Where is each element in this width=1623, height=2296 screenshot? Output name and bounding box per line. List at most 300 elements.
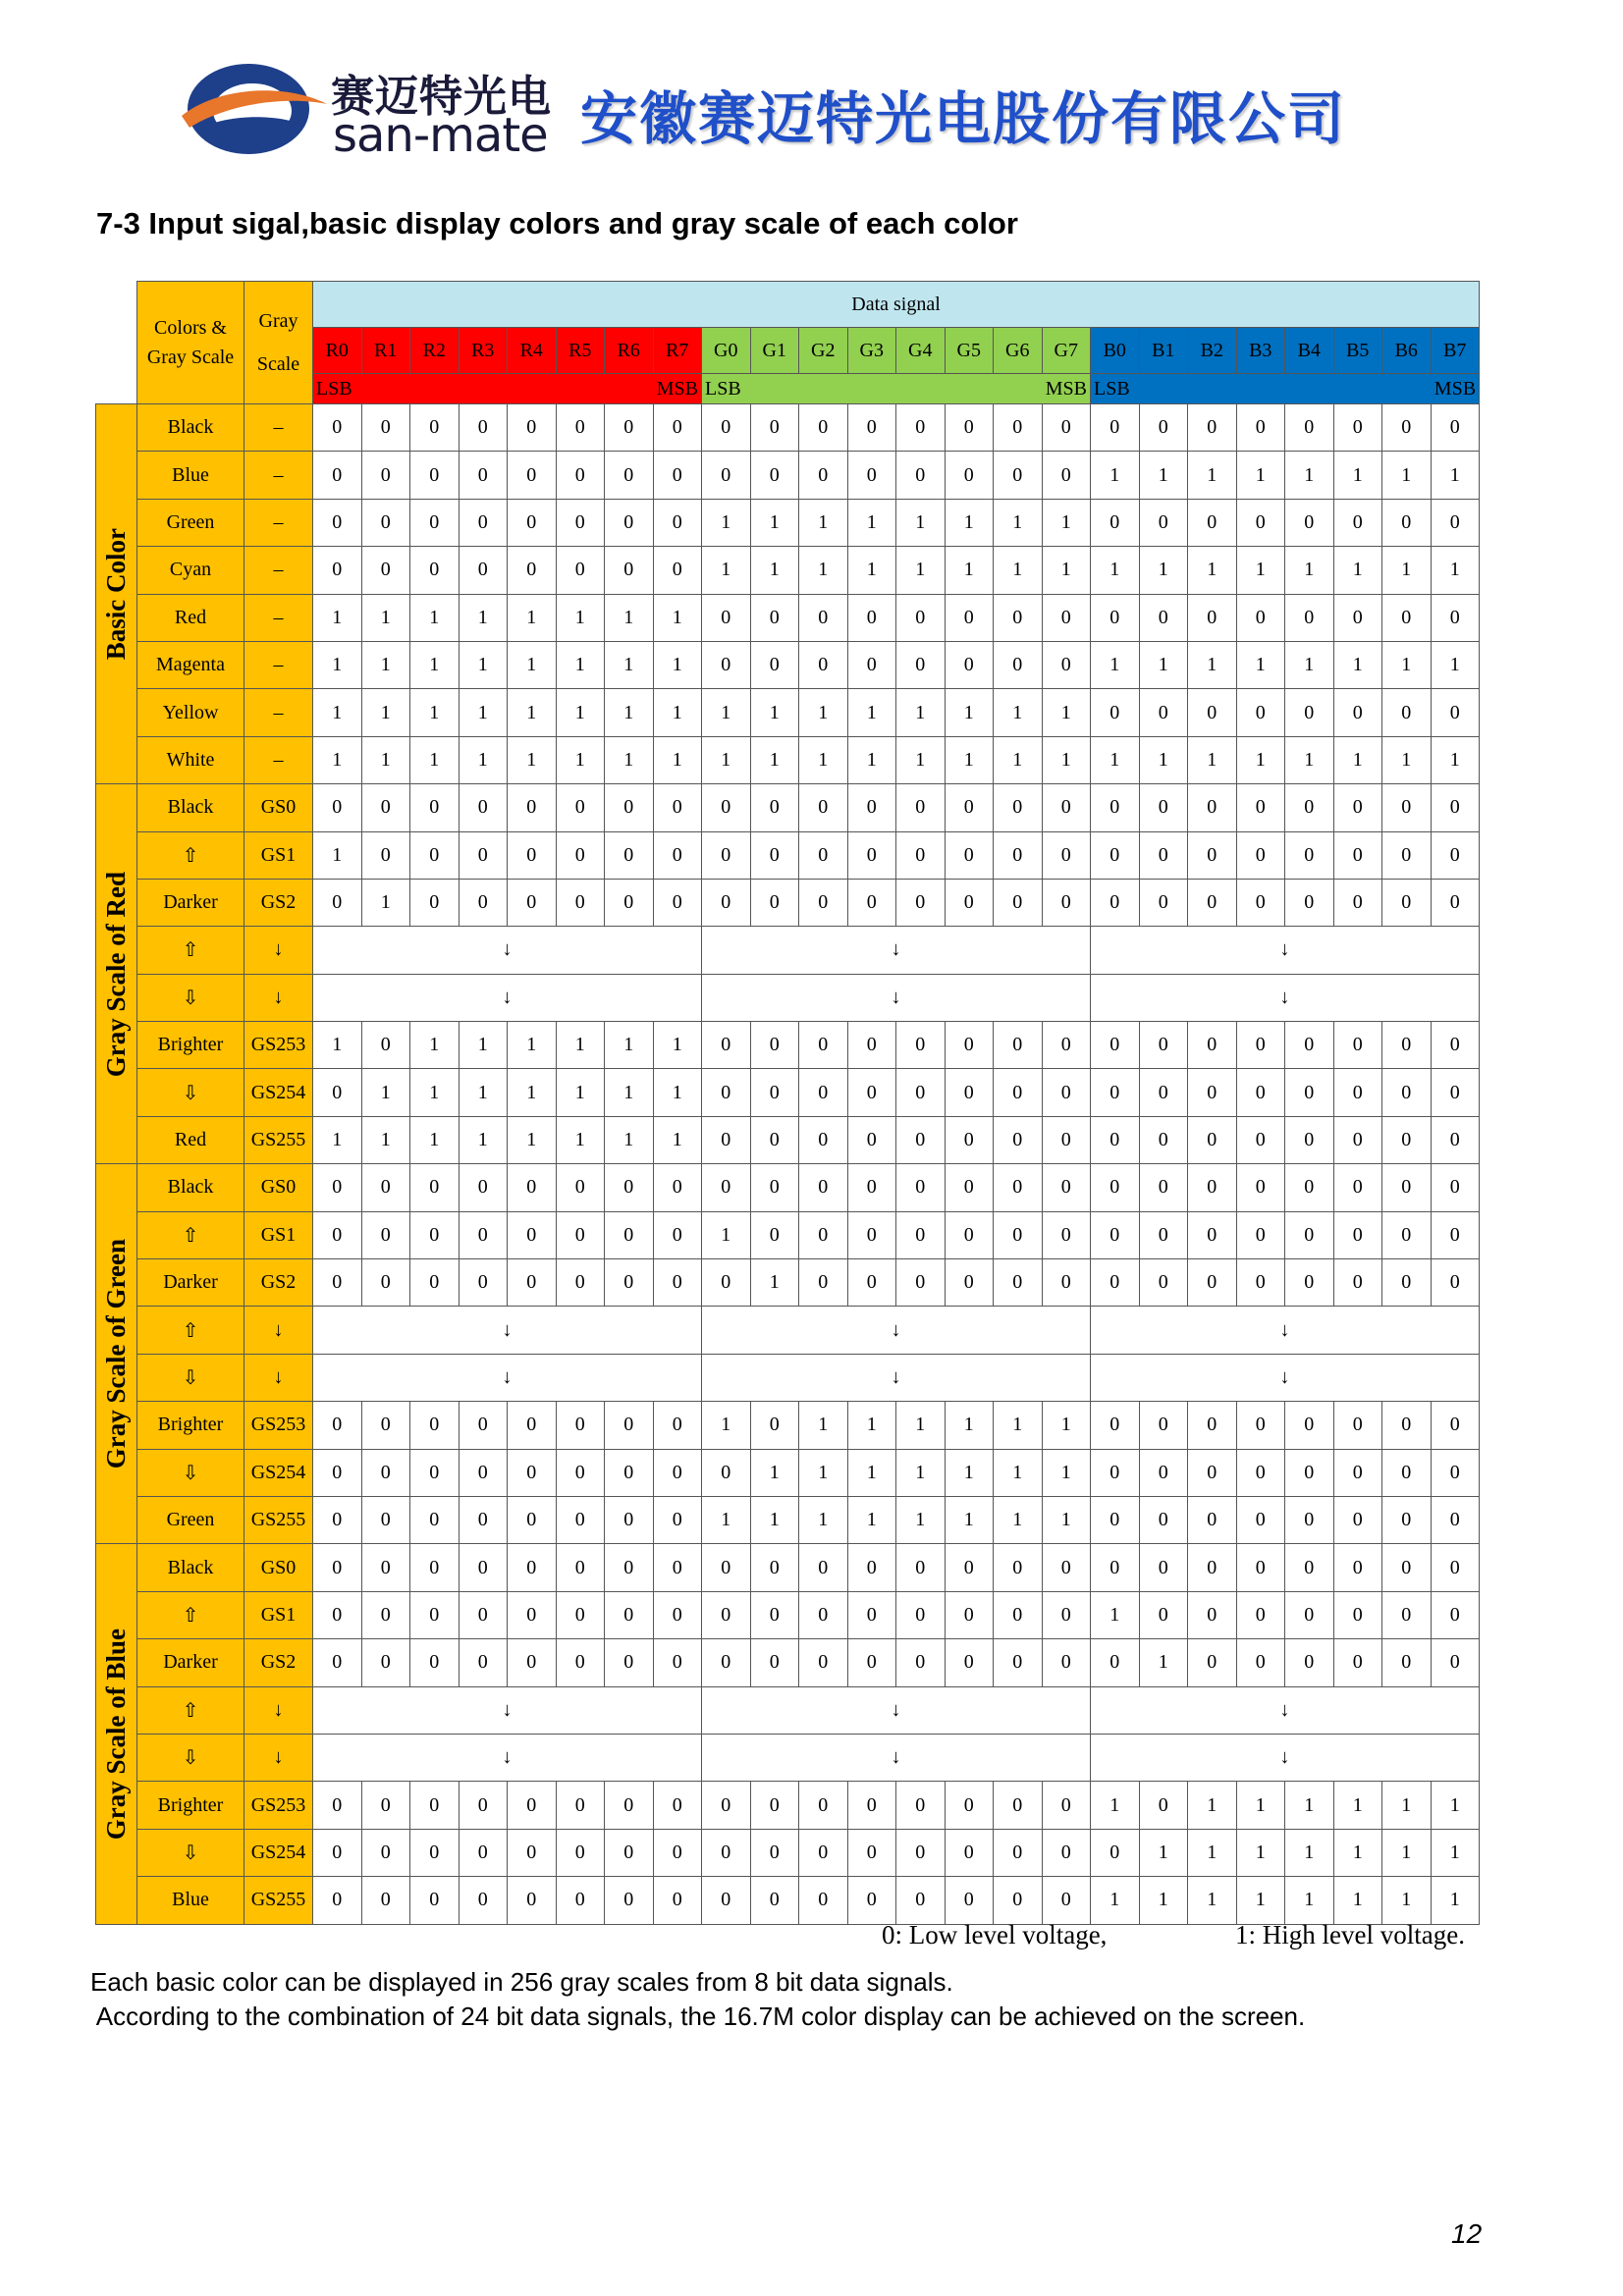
bit-value-cell: 0 [361, 1591, 410, 1638]
bit-value-cell: 1 [361, 1069, 410, 1116]
bit-value-cell: 1 [605, 1069, 654, 1116]
bit-value-cell: 0 [605, 1496, 654, 1543]
bit-value-cell: 1 [556, 689, 605, 736]
bit-value-cell: 0 [653, 1259, 702, 1307]
bit-value-cell: 0 [1188, 594, 1237, 641]
bit-value-cell: 0 [1091, 404, 1140, 452]
table-row [96, 1307, 1480, 1354]
bit-label-g3: G3 [847, 328, 896, 374]
bit-value-cell: 0 [361, 784, 410, 831]
bit-value-cell: 1 [1091, 1877, 1140, 1924]
bit-value-cell: 1 [945, 1496, 994, 1543]
table-row [96, 831, 1480, 879]
legend-low: 0: Low level voltage, [882, 1920, 1108, 1949]
table-row [96, 1022, 1480, 1069]
bit-value-cell: 0 [556, 1164, 605, 1211]
gray-scale-value: – [244, 594, 313, 641]
data-signal-header: Data signal [313, 282, 1480, 328]
bit-value-cell: 0 [945, 1069, 994, 1116]
bit-value-cell: 0 [1188, 879, 1237, 926]
bit-value-cell: 0 [459, 547, 508, 594]
bit-value-cell: 1 [1382, 1829, 1432, 1876]
bit-value-cell: 0 [1382, 1639, 1432, 1686]
bit-value-cell: 0 [1188, 1116, 1237, 1163]
bit-value-cell: 0 [1091, 594, 1140, 641]
bit-value-cell: 0 [410, 1496, 460, 1543]
bit-value-cell: 0 [994, 1116, 1043, 1163]
bit-value-cell: 1 [459, 736, 508, 783]
bit-value-cell: 0 [653, 1829, 702, 1876]
bit-value-cell: 1 [653, 641, 702, 688]
bit-value-cell: 0 [1042, 1591, 1091, 1638]
bit-value-cell: 0 [653, 831, 702, 879]
bit-value-cell: 1 [702, 1211, 751, 1258]
bit-value-cell: 0 [945, 404, 994, 452]
bit-value-cell: 0 [702, 404, 751, 452]
bit-value-cell: 1 [1431, 1782, 1480, 1829]
bit-value-cell: 0 [508, 784, 557, 831]
gray-scale-value: – [244, 736, 313, 783]
bit-value-cell: 0 [945, 1116, 994, 1163]
bit-value-cell: 0 [750, 404, 799, 452]
bit-value-cell: 0 [847, 784, 896, 831]
bit-value-cell: 1 [1188, 1782, 1237, 1829]
bit-value-cell: 1 [361, 641, 410, 688]
bit-value-cell: 1 [702, 1496, 751, 1543]
bit-value-cell: 1 [1431, 736, 1480, 783]
bit-value-cell: 0 [994, 1877, 1043, 1924]
bit-value-cell: 0 [1333, 1402, 1382, 1449]
bit-value-cell: 0 [508, 452, 557, 499]
bit-value-cell: 0 [945, 641, 994, 688]
row-label: Darker [137, 1259, 244, 1307]
bit-value-cell: 0 [994, 404, 1043, 452]
bit-value-cell: 0 [313, 1591, 362, 1638]
bit-value-cell: 1 [994, 499, 1043, 546]
bit-value-cell: 0 [1285, 1544, 1334, 1591]
bit-value-cell: 0 [508, 1211, 557, 1258]
bit-value-cell: 1 [1333, 452, 1382, 499]
bit-value-cell: 1 [410, 641, 460, 688]
bit-value-cell: 0 [556, 1829, 605, 1876]
bit-value-cell: 1 [556, 1022, 605, 1069]
bit-value-cell: 0 [847, 1877, 896, 1924]
bit-value-cell: 1 [994, 1496, 1043, 1543]
bit-value-cell: 0 [410, 1639, 460, 1686]
bit-value-cell: 0 [1285, 1116, 1334, 1163]
bit-value-cell: 0 [1382, 831, 1432, 879]
bit-value-cell: 0 [1139, 689, 1188, 736]
bit-value-cell: 0 [1236, 1639, 1285, 1686]
bit-value-cell: 0 [1042, 1829, 1091, 1876]
bit-value-cell: 1 [313, 831, 362, 879]
bit-value-cell: 0 [313, 547, 362, 594]
bit-value-cell: 0 [556, 1449, 605, 1496]
bit-value-cell: 0 [605, 1877, 654, 1924]
bit-value-cell: 1 [508, 641, 557, 688]
bit-value-cell: 0 [1139, 1402, 1188, 1449]
bit-value-cell: 1 [1236, 736, 1285, 783]
bit-value-cell: 0 [702, 1782, 751, 1829]
bit-value-cell: 0 [1333, 689, 1382, 736]
bit-value-cell: 0 [994, 879, 1043, 926]
bit-value-cell: 0 [702, 1164, 751, 1211]
bit-value-cell: 0 [459, 1877, 508, 1924]
bit-value-cell: 0 [847, 1782, 896, 1829]
bit-value-cell: 0 [1042, 1544, 1091, 1591]
bit-value-cell: 0 [750, 1402, 799, 1449]
bit-value-cell: 1 [508, 689, 557, 736]
msb-label: MSB [656, 378, 698, 400]
bit-value-cell: 0 [799, 1116, 848, 1163]
continuation-arrow: ↓ [702, 927, 1091, 974]
bit-value-cell: 0 [1285, 1164, 1334, 1211]
bit-value-cell: 0 [896, 1829, 946, 1876]
bit-value-cell: 0 [313, 1259, 362, 1307]
row-label: ⇩ [137, 1449, 244, 1496]
table-row [96, 974, 1480, 1021]
bit-value-cell: 0 [896, 1164, 946, 1211]
bit-value-cell: 0 [1382, 784, 1432, 831]
bit-value-cell: 0 [1333, 1116, 1382, 1163]
bit-value-cell: 0 [799, 594, 848, 641]
bit-value-cell: 0 [896, 1591, 946, 1638]
bit-value-cell: 1 [896, 689, 946, 736]
bit-value-cell: 0 [702, 1116, 751, 1163]
bit-value-cell: 1 [556, 1116, 605, 1163]
bit-value-cell: 0 [1139, 1591, 1188, 1638]
bit-value-cell: 0 [799, 1259, 848, 1307]
note-line-1: Each basic color can be displayed in 256 gray scales from 8 bit data signals. [90, 1967, 953, 1997]
bit-value-cell: 0 [799, 1211, 848, 1258]
bit-value-cell: 0 [653, 1544, 702, 1591]
green-lsb-msb-cell [702, 374, 1091, 404]
bit-value-cell: 1 [1188, 1829, 1237, 1876]
bit-value-cell: 0 [750, 784, 799, 831]
bit-value-cell: 0 [508, 879, 557, 926]
table-row [96, 689, 1480, 736]
continuation-arrow: ↓ [1091, 1734, 1480, 1781]
bit-value-cell: 1 [1431, 641, 1480, 688]
bit-value-cell: 1 [896, 499, 946, 546]
bit-value-cell: 0 [1091, 1211, 1140, 1258]
bit-value-cell: 0 [1042, 784, 1091, 831]
bit-value-cell: 0 [605, 1639, 654, 1686]
bit-value-cell: 0 [313, 879, 362, 926]
bit-value-cell: 0 [1139, 1782, 1188, 1829]
bit-value-cell: 1 [1139, 547, 1188, 594]
bit-value-cell: 0 [896, 404, 946, 452]
bit-value-cell: 0 [1188, 1259, 1237, 1307]
bit-value-cell: 0 [1236, 1164, 1285, 1211]
bit-value-cell: 0 [653, 404, 702, 452]
bit-value-cell: 0 [1285, 1591, 1334, 1638]
bit-value-cell: 0 [1042, 404, 1091, 452]
bit-value-cell: 0 [1285, 879, 1334, 926]
bit-value-cell: 0 [556, 1544, 605, 1591]
bit-label-b7: B7 [1431, 328, 1480, 374]
bit-value-cell: 0 [799, 1639, 848, 1686]
bit-value-cell: 1 [410, 736, 460, 783]
bit-value-cell: 0 [750, 879, 799, 926]
bit-value-cell: 1 [994, 689, 1043, 736]
table-row [96, 452, 1480, 499]
table-row [96, 879, 1480, 926]
bit-value-cell: 0 [994, 1829, 1043, 1876]
bit-value-cell: 1 [702, 736, 751, 783]
gray-scale-value: GS255 [244, 1496, 313, 1543]
bit-value-cell: 0 [1236, 404, 1285, 452]
row-label: Red [137, 1116, 244, 1163]
continuation-arrow: ↓ [702, 1686, 1091, 1734]
bit-value-cell: 1 [1042, 736, 1091, 783]
bit-value-cell: 0 [361, 499, 410, 546]
bit-value-cell: 0 [750, 594, 799, 641]
table-row [96, 547, 1480, 594]
bit-value-cell: 0 [702, 1591, 751, 1638]
bit-value-cell: 1 [1382, 452, 1432, 499]
bit-value-cell: 0 [1236, 1591, 1285, 1638]
bit-value-cell: 1 [945, 1449, 994, 1496]
bit-value-cell: 0 [896, 1022, 946, 1069]
bit-label-r2: R2 [410, 328, 460, 374]
bit-value-cell: 0 [556, 1211, 605, 1258]
bit-value-cell: 1 [605, 736, 654, 783]
bit-value-cell: 0 [410, 1259, 460, 1307]
bit-value-cell: 0 [1188, 1591, 1237, 1638]
gray-scale-value: GS0 [244, 784, 313, 831]
table-row [96, 1211, 1480, 1258]
bit-value-cell: 0 [1382, 1449, 1432, 1496]
bit-value-cell: 0 [1042, 641, 1091, 688]
bit-value-cell: 1 [1382, 641, 1432, 688]
bit-value-cell: 1 [1431, 1829, 1480, 1876]
bit-value-cell: 1 [799, 1496, 848, 1543]
bit-value-cell: 0 [556, 547, 605, 594]
bit-value-cell: 0 [1285, 1022, 1334, 1069]
bit-value-cell: 1 [945, 547, 994, 594]
bit-value-cell: 0 [847, 641, 896, 688]
bit-value-cell: 1 [847, 736, 896, 783]
bit-value-cell: 0 [1382, 879, 1432, 926]
bit-value-cell: 0 [313, 1782, 362, 1829]
bit-value-cell: 1 [896, 547, 946, 594]
bit-value-cell: 0 [508, 1402, 557, 1449]
bit-value-cell: 0 [361, 547, 410, 594]
bit-value-cell: 0 [1139, 1116, 1188, 1163]
bit-value-cell: 1 [847, 499, 896, 546]
bit-label-b5: B5 [1333, 328, 1382, 374]
bit-value-cell: 0 [702, 1449, 751, 1496]
bit-value-cell: 0 [459, 1496, 508, 1543]
bit-value-cell: 0 [1139, 404, 1188, 452]
row-label: Black [137, 404, 244, 452]
bit-value-cell: 0 [945, 1544, 994, 1591]
continuation-arrow: ↓ [702, 1734, 1091, 1781]
bit-value-cell: 0 [1382, 1116, 1432, 1163]
bit-value-cell: 0 [1285, 1402, 1334, 1449]
bit-value-cell: 0 [313, 1211, 362, 1258]
bit-value-cell: 0 [994, 1639, 1043, 1686]
bit-value-cell: 0 [410, 831, 460, 879]
bit-value-cell: 0 [1382, 689, 1432, 736]
bit-value-cell: 1 [313, 594, 362, 641]
bit-value-cell: 0 [1236, 879, 1285, 926]
bit-value-cell: 0 [1333, 1449, 1382, 1496]
bit-value-cell: 1 [1333, 1782, 1382, 1829]
bit-value-cell: 0 [459, 1829, 508, 1876]
bit-value-cell: 0 [1188, 1069, 1237, 1116]
bit-value-cell: 0 [1236, 1211, 1285, 1258]
bit-value-cell: 1 [1236, 1782, 1285, 1829]
bit-value-cell: 0 [847, 1069, 896, 1116]
bit-label-r0: R0 [313, 328, 362, 374]
gray-scale-value: – [244, 404, 313, 452]
table-row [96, 1686, 1480, 1734]
bit-value-cell: 0 [896, 1639, 946, 1686]
bit-value-cell: 1 [1091, 1782, 1140, 1829]
bit-value-cell: 0 [1285, 1259, 1334, 1307]
bit-value-cell: 0 [1333, 1639, 1382, 1686]
bit-label-r3: R3 [459, 328, 508, 374]
bit-value-cell: 0 [1285, 831, 1334, 879]
bit-value-cell: 0 [1382, 1591, 1432, 1638]
bit-value-cell: 0 [605, 1782, 654, 1829]
group-label [96, 1544, 137, 1924]
bit-value-cell: 1 [1382, 1877, 1432, 1924]
bit-value-cell: 1 [1091, 641, 1140, 688]
bit-value-cell: 1 [994, 1402, 1043, 1449]
bit-value-cell: 0 [994, 1544, 1043, 1591]
bit-value-cell: 1 [702, 689, 751, 736]
bit-value-cell: 0 [799, 1022, 848, 1069]
bit-value-cell: 0 [1382, 594, 1432, 641]
bit-value-cell: 0 [1091, 1639, 1140, 1686]
table-row [96, 1354, 1480, 1401]
bit-value-cell: 0 [605, 879, 654, 926]
bit-value-cell: 0 [994, 784, 1043, 831]
continuation-arrow: ↓ [1091, 1354, 1480, 1401]
bit-value-cell: 1 [605, 1022, 654, 1069]
bit-value-cell: 1 [410, 1022, 460, 1069]
bit-value-cell: 1 [1333, 736, 1382, 783]
bit-value-cell: 0 [1285, 784, 1334, 831]
continuation-arrow: ↓ [313, 1734, 702, 1781]
bit-value-cell: 0 [1091, 831, 1140, 879]
bit-value-cell: 0 [361, 1829, 410, 1876]
bit-value-cell: 0 [847, 1259, 896, 1307]
bit-value-cell: 0 [556, 1402, 605, 1449]
bit-label-b1: B1 [1139, 328, 1188, 374]
table-row [96, 784, 1480, 831]
bit-value-cell: 0 [799, 879, 848, 926]
bit-value-cell: 0 [1431, 404, 1480, 452]
bit-value-cell: 0 [1236, 784, 1285, 831]
bit-value-cell: 0 [1431, 1639, 1480, 1686]
gray-scale-value: GS255 [244, 1877, 313, 1924]
table-row [96, 1877, 1480, 1924]
bit-value-cell: 0 [361, 1877, 410, 1924]
bit-value-cell: 0 [508, 1591, 557, 1638]
bit-value-cell: 0 [410, 1877, 460, 1924]
gray-scale-value: GS254 [244, 1449, 313, 1496]
bit-value-cell: 0 [1236, 1544, 1285, 1591]
bit-value-cell: 1 [799, 689, 848, 736]
bit-value-cell: 0 [1042, 1259, 1091, 1307]
bit-value-cell: 1 [313, 641, 362, 688]
bit-value-cell: 0 [1431, 1211, 1480, 1258]
bit-value-cell: 0 [410, 547, 460, 594]
bit-value-cell: 0 [1382, 499, 1432, 546]
bit-value-cell: 0 [1333, 404, 1382, 452]
bit-value-cell: 0 [702, 1829, 751, 1876]
bit-value-cell: 0 [702, 831, 751, 879]
bit-value-cell: 1 [799, 499, 848, 546]
row-label: ⇧ [137, 831, 244, 879]
bit-value-cell: 0 [1285, 689, 1334, 736]
bit-value-cell: 0 [1091, 879, 1140, 926]
bit-value-cell: 0 [653, 547, 702, 594]
continuation-arrow: ↓ [702, 974, 1091, 1021]
bit-value-cell: 0 [896, 1782, 946, 1829]
bit-value-cell: 0 [653, 1639, 702, 1686]
gray-scale-value: GS1 [244, 1211, 313, 1258]
gray-scale-value: GS0 [244, 1164, 313, 1211]
bit-value-cell: 1 [556, 736, 605, 783]
bit-value-cell: 0 [313, 499, 362, 546]
bit-value-cell: 0 [653, 1211, 702, 1258]
bit-value-cell: 0 [556, 879, 605, 926]
bit-value-cell: 0 [702, 1877, 751, 1924]
bit-value-cell: 1 [1139, 452, 1188, 499]
bit-value-cell: 1 [994, 547, 1043, 594]
bit-value-cell: 1 [1091, 736, 1140, 783]
header-gray-scale-label: Gray Scale [146, 347, 235, 368]
bit-value-cell: 1 [508, 1069, 557, 1116]
bit-value-cell: 0 [1333, 1259, 1382, 1307]
bit-value-cell: 0 [799, 831, 848, 879]
bit-value-cell: 0 [1139, 1022, 1188, 1069]
bit-value-cell: 1 [605, 641, 654, 688]
bit-value-cell: 0 [750, 641, 799, 688]
bit-value-cell: 0 [1236, 1402, 1285, 1449]
bit-value-cell: 0 [847, 831, 896, 879]
bit-value-cell: 0 [1139, 594, 1188, 641]
bit-value-cell: 1 [1333, 1877, 1382, 1924]
bit-value-cell: 0 [1431, 1116, 1480, 1163]
bit-value-cell: 0 [361, 1259, 410, 1307]
bit-value-cell: 1 [847, 1449, 896, 1496]
bit-value-cell: 0 [410, 404, 460, 452]
bit-value-cell: 1 [459, 1116, 508, 1163]
gray-scale-value: GS2 [244, 879, 313, 926]
bit-value-cell: 0 [799, 1877, 848, 1924]
bit-value-cell: 0 [653, 1591, 702, 1638]
bit-value-cell: 0 [361, 1449, 410, 1496]
bit-value-cell: 0 [459, 1164, 508, 1211]
group-label [96, 1164, 137, 1544]
gray-scale-value: GS253 [244, 1782, 313, 1829]
bit-value-cell: 0 [847, 404, 896, 452]
continuation-arrow: ↓ [1091, 974, 1480, 1021]
bit-value-cell: 0 [1188, 1402, 1237, 1449]
bit-value-cell: 0 [508, 1164, 557, 1211]
continuation-arrow: ↓ [313, 974, 702, 1021]
bit-value-cell: 1 [653, 1116, 702, 1163]
table-row [96, 1639, 1480, 1686]
bit-value-cell: 0 [1091, 1402, 1140, 1449]
bit-value-cell: 0 [556, 831, 605, 879]
